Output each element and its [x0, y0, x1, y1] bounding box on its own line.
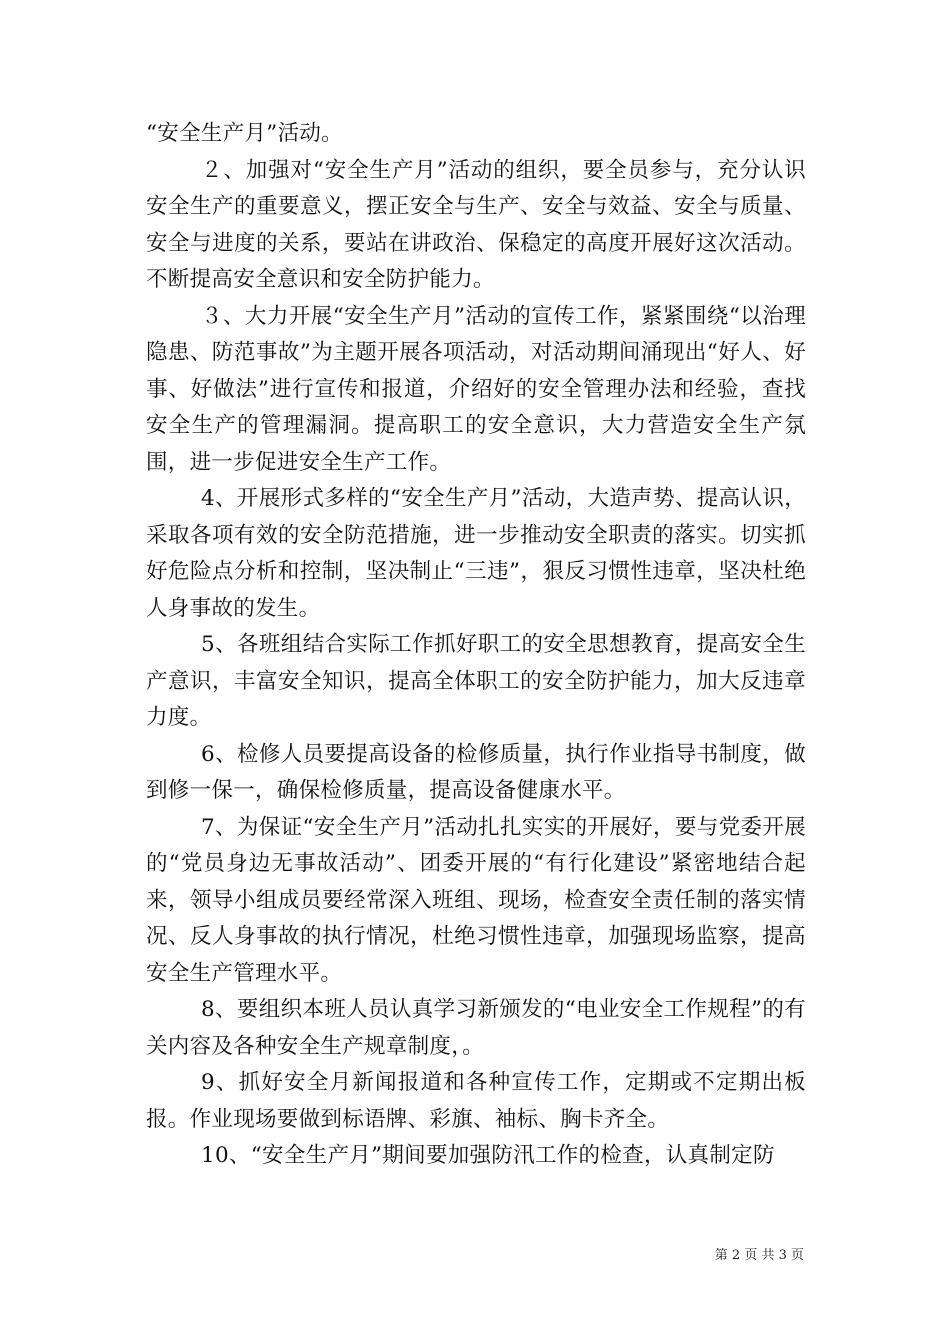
document-body — [146, 116, 806, 1175]
page-number-footer: 第 2 页 共 3 页 — [714, 1248, 804, 1263]
paragraph-item-10: 10、“安全生产月”期间要加强防汛工作的检查，认真制定防 — [201, 1143, 775, 1168]
paragraph-item-7: 7、为保证“安全生产月”活动扎扎实实的开展好，要与党委开展的“党员身边无事故活动”、团委开展的“有行化建设”紧密地结合起来，领导小组成员要经常深入班组、现场，检查安全责任制的落实情况、反人身事故的执行情况，杜绝习惯性违章，加强现场监察，提高安全生产管理水平。 — [146, 814, 806, 986]
paragraph-item-6: 6、检修人员要提高设备的检修质量，执行作业指导书制度，做到修一保一，确保检修质量，提高设备健康水平。 — [146, 741, 806, 803]
paragraph-item-5: 5、各班组结合实际工作抓好职工的安全思想教育，提高安全生产意识，丰富安全知识，提高全体职工的安全防护能力，加大反违章力度。 — [146, 632, 806, 730]
paragraph-item-9: 9、抓好安全月新闻报道和各种宣传工作，定期或不定期出板报。作业现场要做到标语牌、彩旗、袖标、胸卡齐全。 — [146, 1070, 806, 1132]
paragraph-item-8: 8、要组织本班人员认真学习新颁发的“电业安全工作规程”的有关内容及各种安全生产规章制度，。 — [146, 997, 806, 1059]
paragraph-item-3: ３、大力开展“安全生产月”活动的宣传工作，紧紧围绕“以治理隐患、防范事故”为主题开展各项活动，对活动期间涌现出“好人、好事、好做法”进行宣传和报道，介绍好的安全管理办法和经验，查找安全生产的管理漏洞。提高职工的安全意识，大力营造安全生产氛围，进一步促进安全生产工作。 — [146, 303, 806, 475]
paragraph-item-4: 4、开展形式多样的“安全生产月”活动，大造声势、提高认识，采取各项有效的安全防范措施，进一步推动安全职责的落实。切实抓好危险点分析和控制，坚决制止“三违”，狠反习惯性违章，坚决杜绝人身事故的发生。 — [146, 486, 806, 621]
paragraph-item-2: ２、加强对“安全生产月”活动的组织，要全员参与，充分认识安全生产的重要意义，摆正安全与生产、安全与效益、安全与质量、安全与进度的关系，要站在讲政治、保稳定的高度开展好这次活动。不断提高安全意识和安全防护能力。 — [146, 157, 806, 292]
paragraph-continuation: “安全生产月”活动。 — [146, 121, 343, 146]
